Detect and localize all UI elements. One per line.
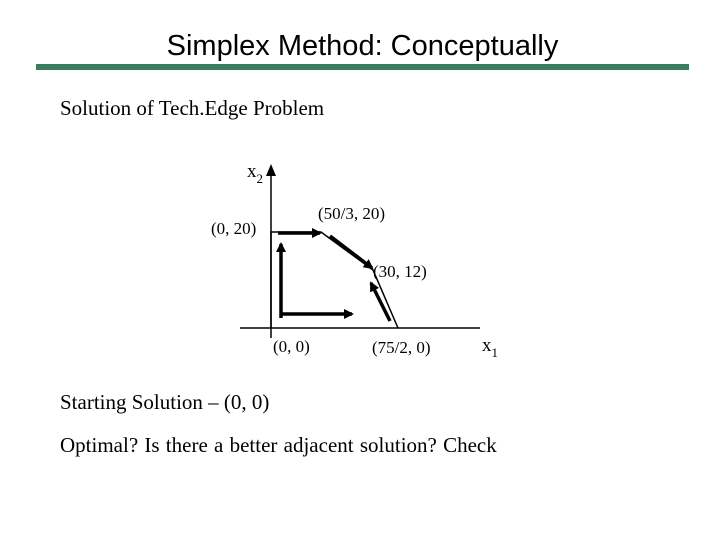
y-axis-label: $x_2$ [247, 161, 263, 186]
y-axis-arrowhead [266, 164, 276, 176]
slide-subtitle: Solution of Tech.Edge Problem [60, 96, 325, 120]
optimality-question-text: Optimal? Is there a better adjacent solution? Check [60, 433, 497, 457]
point-label-0-20: (0, 20) [211, 219, 257, 238]
starting-solution-text: Starting Solution – (0, 0) [60, 390, 270, 414]
point-label-30-12: (30, 12) [373, 262, 427, 281]
point-label-50-3-20: (50/3, 20) [318, 204, 386, 223]
arrow-diagonal-down [330, 236, 372, 268]
x-axis-label: $x_1$ [482, 335, 498, 360]
slide-title: Simplex Method: Conceptually [166, 30, 559, 62]
point-label-75-2-0: (75/2, 0) [372, 338, 431, 357]
point-label-origin: (0, 0) [273, 337, 310, 356]
